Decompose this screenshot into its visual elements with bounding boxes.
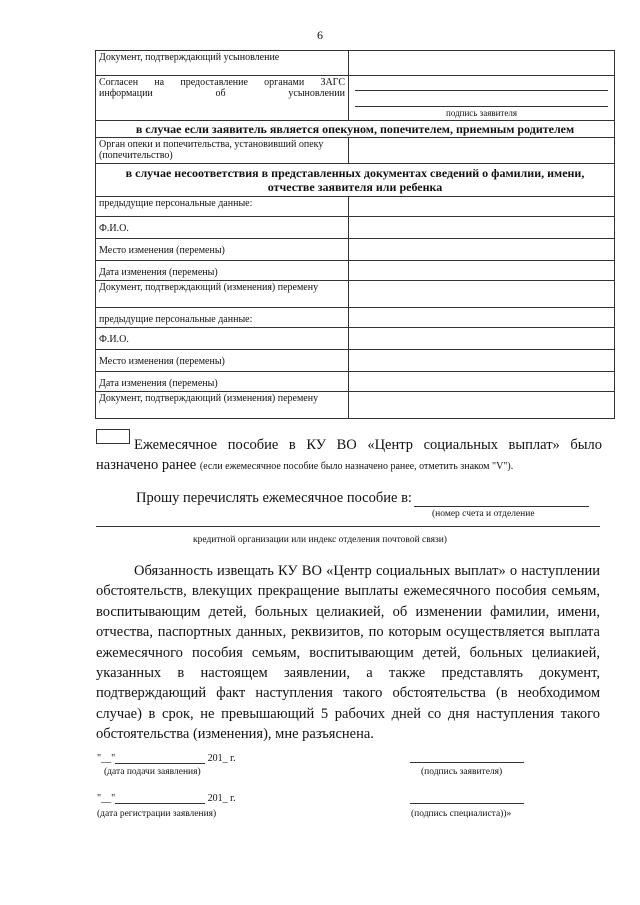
field-change-document[interactable] [349, 392, 615, 419]
field-change-date[interactable] [349, 372, 615, 392]
specialist-signature-caption: (подпись специалиста))» [411, 809, 512, 819]
previous-allowance-note [96, 435, 602, 477]
label-change-document: Документ, подтверждающий (изменения) перемену [96, 281, 349, 308]
payment-label: Прошу перечислять ежемесячное пособие в: [136, 490, 412, 506]
field-change-document[interactable] [349, 281, 615, 308]
payment-destination [136, 490, 589, 507]
field-zags-consent[interactable] [349, 76, 615, 121]
label-change-place: Место изменения (перемены) [96, 350, 349, 372]
previous-allowance-text: Ежемесячное пособие в КУ ВО «Центр социальных выплат» было назначено ранее [96, 437, 602, 473]
applicant-signature-caption: (подпись заявителя) [421, 767, 503, 777]
field-change-place[interactable] [349, 239, 615, 261]
field-previous-data[interactable] [349, 308, 615, 328]
label-previous-data: предыдущие персональные данные: [96, 308, 349, 328]
previous-allowance-hint: (если ежемесячное пособие было назначено ранее, отметить знаком "V"). [199, 461, 514, 472]
application-table [95, 50, 615, 419]
signature-caption: подпись заявителя [446, 108, 517, 118]
field-guardianship-body[interactable] [349, 138, 615, 164]
field-change-date[interactable] [349, 261, 615, 281]
page-number: 6 [317, 28, 323, 42]
payment-organization-field[interactable] [96, 526, 600, 527]
field-adoption-document[interactable] [349, 51, 615, 76]
registration-date-caption: (дата регистрации заявления) [97, 809, 217, 819]
label-previous-data: предыдущие персональные данные: [96, 197, 349, 217]
label-change-date: Дата изменения (перемены) [96, 372, 349, 392]
payment-account-caption: (номер счета и отделение [432, 509, 535, 519]
label-change-document: Документ, подтверждающий (изменения) перемену [96, 392, 349, 419]
field-change-place[interactable] [349, 350, 615, 372]
label-zags-consent: Согласен на предоставление органами ЗАГС информации об усыновлении [96, 76, 349, 121]
signature-line[interactable] [355, 98, 608, 107]
date-year: 201_ г. [207, 753, 236, 764]
obligation-paragraph: Обязанность извещать КУ ВО «Центр социальных выплат» о наступлении обстоятельств, влекущих прекращение выплаты ежемесячного пособия семьям, воспитывающим детей, больных целиакией, об изменении фамилии, имени, отчества, паспортных данных, реквизитов, по которым осуществляется выплата ежемесячного пособия семьям, воспитывающим детей, больных целиакией, указанных в настоящем заявлении, а также представлять документ, подтверждающий факт наступления такого обстоятельства (в необходимом случае) в срок, не превышающий 5 рабочих дней со дня наступления такого обстоятельства (изменения), мне разъяснена. [96, 563, 600, 743]
signature-line[interactable] [355, 82, 608, 91]
section-header-mismatch: в случае несоответствия в представленных документах сведений о фамилии, имени, отчестве заявителя или ребенка [96, 164, 615, 197]
label-fio: Ф.И.О. [96, 328, 349, 350]
date-year: 201_ г. [207, 793, 236, 804]
section-header-guardian: в случае если заявитель является опекуном, попечителем, приемным родителем [96, 121, 615, 138]
label-guardianship-body: Орган опеки и попечительства, установивший опеку (попечительство) [96, 138, 349, 164]
field-fio[interactable] [349, 328, 615, 350]
applicant-signature-line[interactable] [410, 762, 524, 763]
registration-date[interactable] [97, 793, 236, 804]
submission-date-caption: (дата подачи заявления) [104, 767, 201, 777]
payment-organization-caption: кредитной организации или индекс отделения почтовой связи) [193, 535, 447, 545]
date-day-blank: "__" [97, 753, 116, 764]
date-day-blank: "__" [97, 793, 116, 804]
specialist-signature-line[interactable] [410, 803, 524, 804]
field-fio[interactable] [349, 217, 615, 239]
label-fio: Ф.И.О. [96, 217, 349, 239]
label-adoption-document: Документ, подтверждающий усыновление [96, 51, 349, 76]
date-month-blank[interactable] [115, 794, 205, 804]
submission-date[interactable] [97, 753, 236, 764]
payment-account-field[interactable] [414, 492, 589, 507]
date-month-blank[interactable] [115, 754, 205, 764]
label-change-place: Место изменения (перемены) [96, 239, 349, 261]
label-change-date: Дата изменения (перемены) [96, 261, 349, 281]
field-previous-data[interactable] [349, 197, 615, 217]
